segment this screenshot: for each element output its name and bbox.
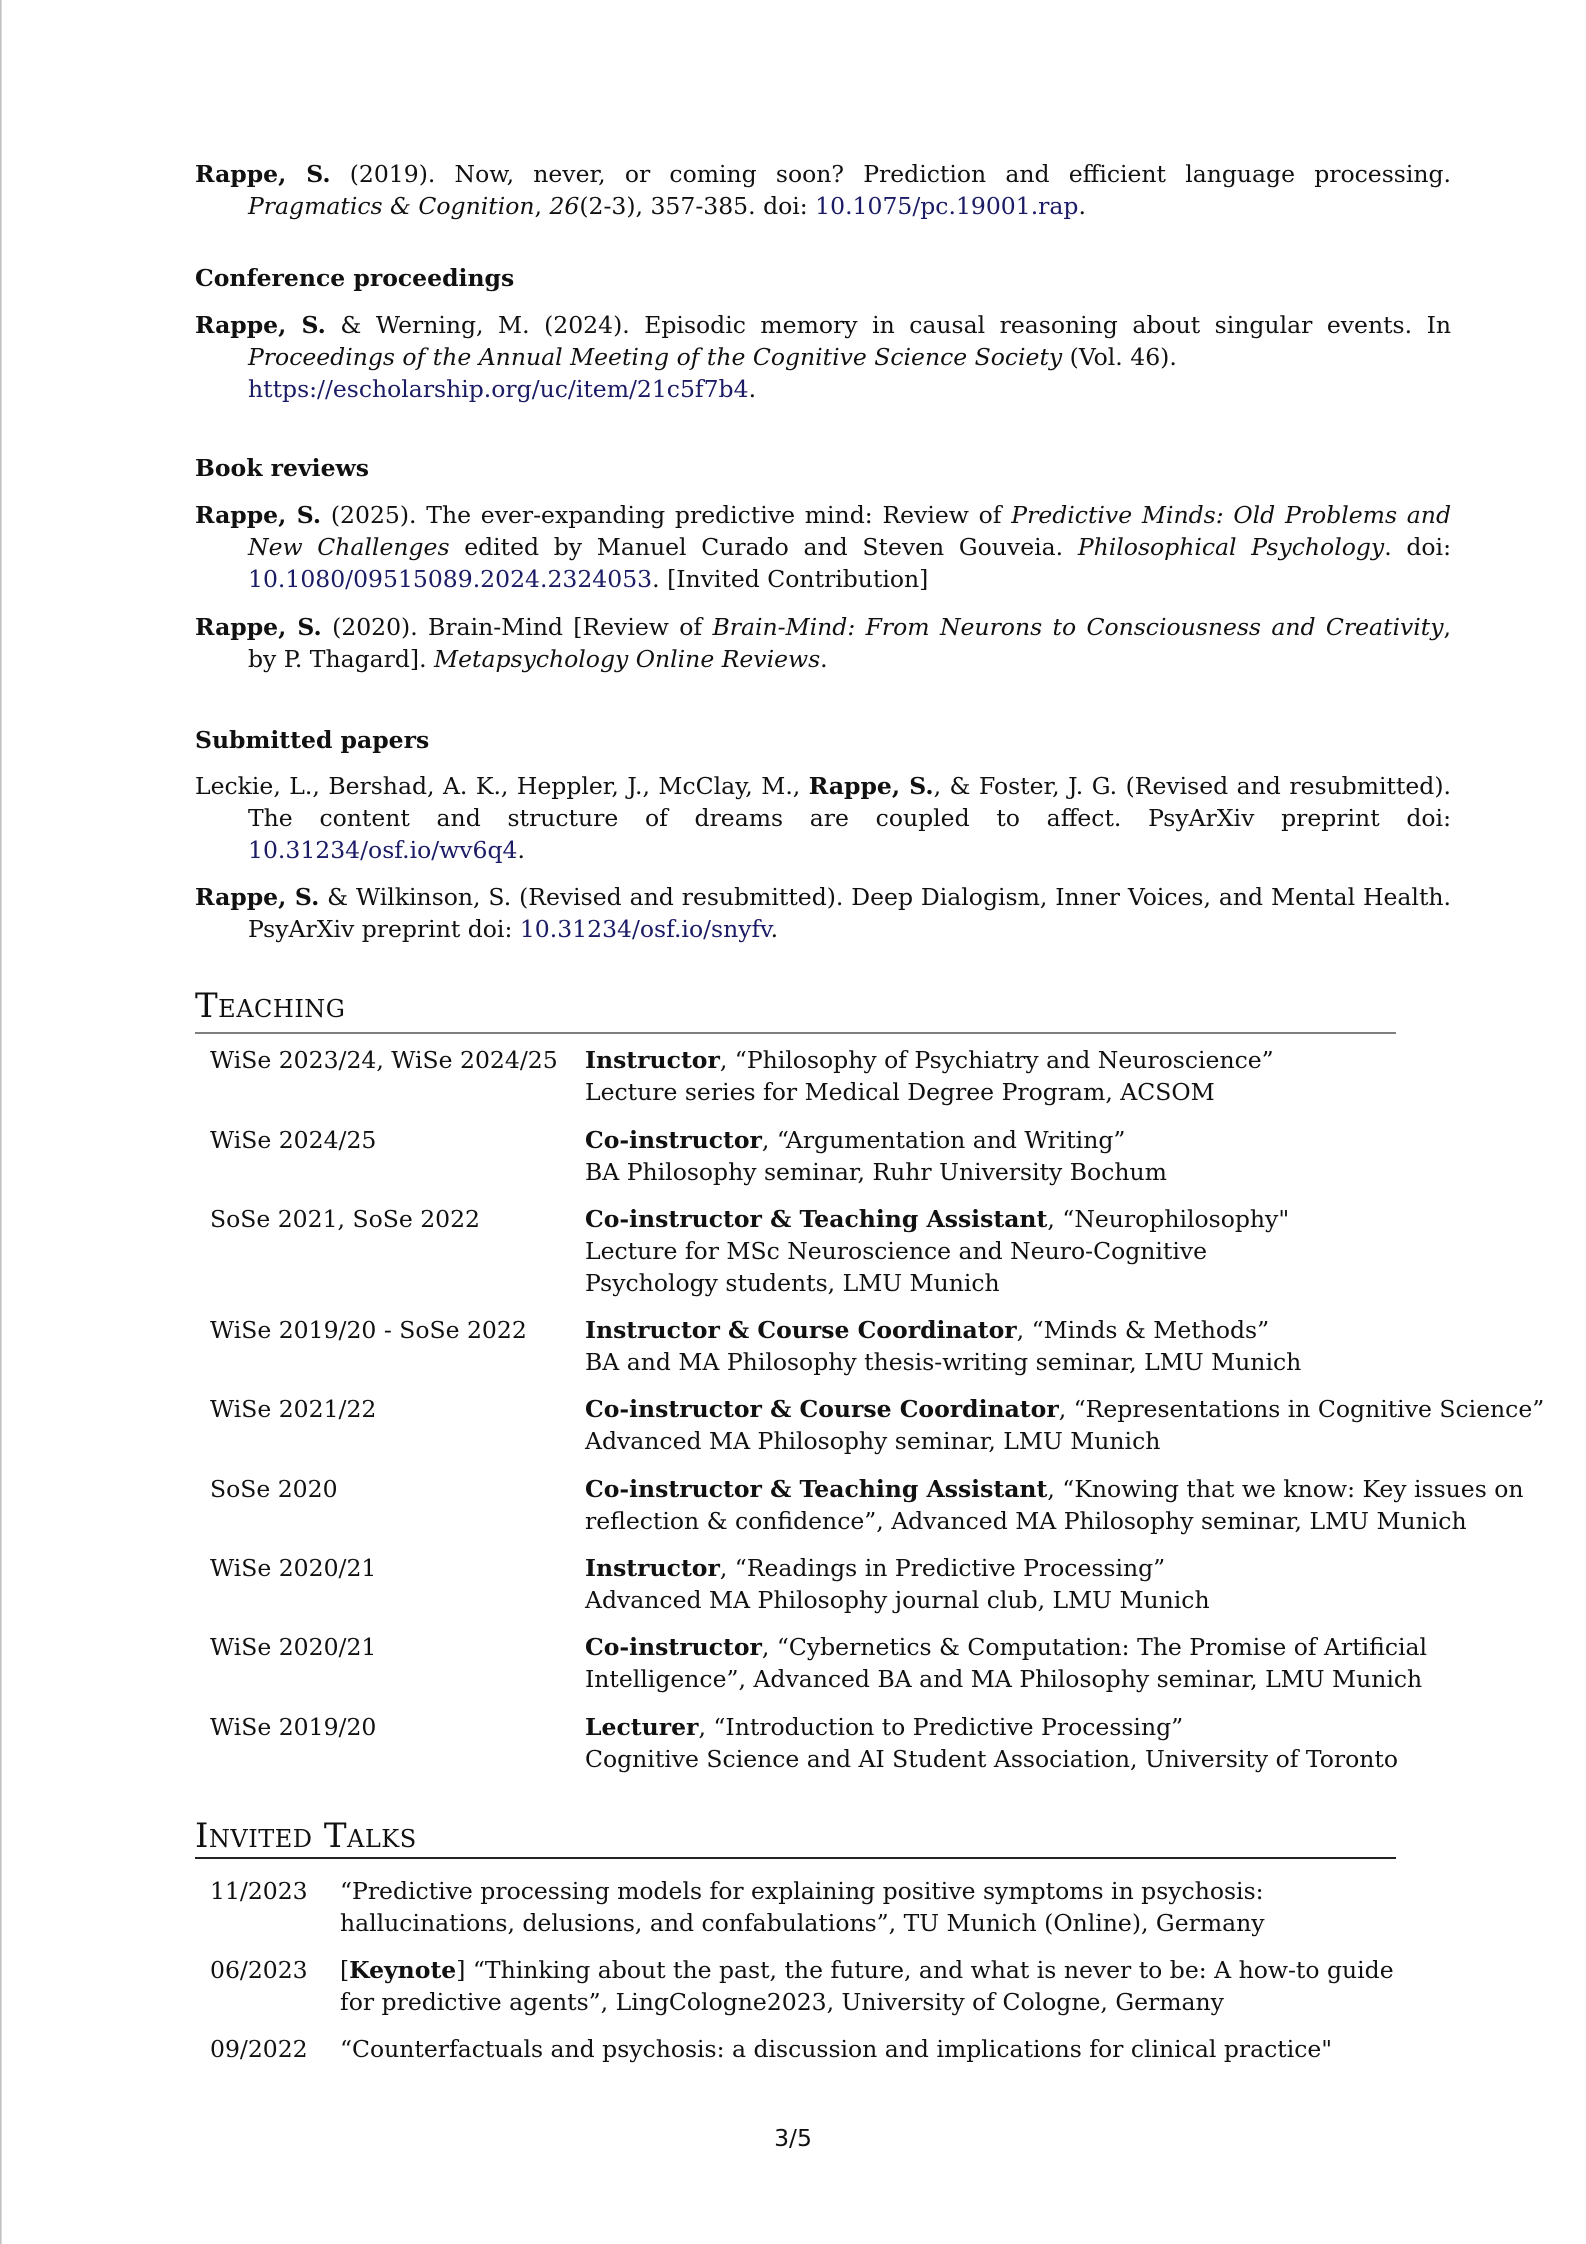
talk-title: “Thinking about the past, the future, and what is never to be: A how-to guide for predictive agents”, LingCologne2023, University of Cologne, Germany (340, 1956, 1394, 2016)
teaching-date: WiSe 2021/22 (210, 1395, 377, 1423)
submitted-paper-entry (195, 770, 1451, 866)
course-detail: Lecture for MSc Neuroscience and Neuro-Cognitive (585, 1237, 1208, 1265)
teaching-date: SoSe 2020 (210, 1475, 338, 1503)
course-detail: BA and MA Philosophy thesis-writing seminar, LMU Munich (585, 1348, 1302, 1376)
entry-text: (2025). The ever-expanding predictive mind: Review of (321, 501, 1012, 529)
journal-entry (195, 158, 1451, 222)
talk-description (340, 1954, 1420, 2018)
author-name: Rappe, S. (195, 501, 322, 529)
entry-text: (2019). Now, never, or coming soon? Prediction and efficient language processing. (330, 160, 1451, 188)
course-detail: Psychology students, LMU Munich (585, 1269, 1000, 1297)
volume: 26 (549, 192, 580, 220)
course-title: , “Cybernetics & Computation: The Promise of Artificial (761, 1633, 1428, 1661)
teaching-role: Co-instructor & Teaching Assistant (585, 1475, 1048, 1503)
teaching-date: WiSe 2019/20 (210, 1713, 377, 1741)
journal-name: Metapsychology Online Reviews (434, 645, 821, 673)
journal-name: Philosophical Psychology (1077, 533, 1385, 561)
teaching-section-title: Teaching (195, 986, 346, 1026)
section-divider (195, 1032, 1396, 1034)
entry-text: , (534, 192, 550, 220)
course-title: , “Knowing that we know: Key issues on (1047, 1475, 1524, 1503)
course-title: , “Argumentation and Writing” (761, 1126, 1126, 1154)
course-title: , “Representations in Cognitive Science” (1058, 1395, 1545, 1423)
entry-text: . (517, 836, 525, 864)
entry-text: edited by Manuel Curado and Steven Gouveia. (449, 533, 1078, 561)
doi-link[interactable]: 10.1075/pc.19001.rap (815, 192, 1079, 220)
journal-name: Pragmatics & Cognition (248, 192, 535, 220)
course-title: , “Minds & Methods” (1016, 1316, 1270, 1344)
talk-title: “Predictive processing models for explaining positive symptoms in psychosis: hallucinations, delusions, and confabulations”, TU Munich (Online), Germany (340, 1877, 1265, 1937)
book-reviews-heading: Book reviews (195, 454, 370, 482)
entry-text: . [Invited Contribution] (652, 565, 929, 593)
entry-text: . (1078, 192, 1086, 220)
conference-entry (195, 309, 1451, 405)
proceedings-title: Proceedings of the Annual Meeting of the Cognitive Science Society (248, 343, 1063, 371)
entry-text: (2-3), 357-385. doi: (579, 192, 816, 220)
doi-link[interactable]: 10.1080/09515089.2024.2324053 (248, 565, 653, 593)
doi-link[interactable]: 10.31234/osf.io/wv6q4 (248, 836, 518, 864)
entry-text: , & Foster, J. G. (Revised and resubmitted). The content and structure of dreams are coupled to affect. PsyArXiv preprint doi: (248, 772, 1451, 832)
teaching-role: Instructor & Course Coordinator (585, 1316, 1017, 1344)
teaching-role: Lecturer (585, 1713, 699, 1741)
entry-text: . (770, 915, 779, 943)
teaching-date: WiSe 2024/25 (210, 1126, 377, 1154)
talk-description (340, 1875, 1420, 1939)
book-title: Brain-Mind: From Neurons to Consciousness and Creativity (712, 613, 1444, 641)
book-title: Predictive Minds: Old Problems and New Challenges (248, 501, 1451, 561)
author-name: Rappe, S. (808, 772, 934, 800)
entry-text: . (748, 375, 757, 403)
teaching-date: WiSe 2020/21 (210, 1633, 377, 1661)
author-name: Rappe, S. (195, 311, 326, 339)
book-review-entry (195, 611, 1451, 675)
entry-text: & Werning, M. (2024). Episodic memory in causal reasoning about singular events. In (325, 311, 1452, 339)
course-title: , “Philosophy of Psychiatry and Neuroscience” (719, 1046, 1274, 1074)
teaching-date: SoSe 2021, SoSe 2022 (210, 1205, 480, 1233)
keynote-label: Keynote (349, 1956, 457, 1984)
course-title: , “Readings in Predictive Processing” (719, 1554, 1166, 1582)
author-name: Rappe, S. (195, 883, 320, 911)
page-number: 3/5 (774, 2124, 812, 2152)
entry-text: Leckie, L., Bershad, A. K., Heppler, J., McClay, M., (195, 772, 809, 800)
doi-link[interactable]: 10.31234/osf.io/snyfv (519, 915, 771, 943)
teaching-role: Co-instructor & Teaching Assistant (585, 1205, 1048, 1233)
course-detail: Cognitive Science and AI Student Association, University of Toronto (585, 1745, 1399, 1773)
course-title: , “Introduction to Predictive Processing” (698, 1713, 1184, 1741)
teaching-role: Co-instructor (585, 1126, 762, 1154)
entry-text: (2020). Brain-Mind [Review of (321, 613, 713, 641)
teaching-description (585, 1203, 1585, 1299)
conference-proceedings-heading: Conference proceedings (195, 264, 515, 292)
teaching-description (585, 1124, 1585, 1188)
author-name: Rappe, S. (195, 613, 322, 641)
teaching-role: Co-instructor & Course Coordinator (585, 1395, 1059, 1423)
teaching-description (585, 1044, 1585, 1108)
submitted-paper-entry (195, 881, 1451, 945)
entry-text: (Vol. 46). (1062, 343, 1177, 371)
teaching-date: WiSe 2020/21 (210, 1554, 377, 1582)
teaching-description (585, 1473, 1585, 1537)
entry-text: . doi: (1384, 533, 1451, 561)
entry-text: & Wilkinson, S. (Revised and resubmitted). Deep Dialogism, Inner Voices, and Mental Health. PsyArXiv preprint doi: (248, 883, 1451, 943)
book-review-entry (195, 499, 1451, 595)
author-name: Rappe, S. (195, 160, 331, 188)
talk-description (340, 2033, 1420, 2065)
talk-date: 06/2023 (210, 1956, 308, 1984)
course-detail: Advanced MA Philosophy journal club, LMU Munich (585, 1586, 1210, 1614)
course-title: , “Neurophilosophy" (1047, 1205, 1290, 1233)
course-detail: Advanced MA Philosophy seminar, LMU Munich (585, 1427, 1161, 1455)
talk-date: 09/2022 (210, 2035, 308, 2063)
bracket: ] (456, 1956, 473, 1984)
course-detail: Intelligence”, Advanced BA and MA Philosophy seminar, LMU Munich (585, 1665, 1423, 1693)
course-detail: BA Philosophy seminar, Ruhr University Bochum (585, 1158, 1167, 1186)
teaching-description (585, 1631, 1585, 1695)
teaching-description (585, 1393, 1585, 1457)
course-detail: reflection & confidence”, Advanced MA Philosophy seminar, LMU Munich (585, 1507, 1467, 1535)
talk-date: 11/2023 (210, 1877, 308, 1905)
escholarship-link[interactable]: https://escholarship.org/uc/item/21c5f7b4 (248, 375, 749, 403)
teaching-role: Instructor (585, 1554, 720, 1582)
teaching-description (585, 1314, 1585, 1378)
teaching-date: WiSe 2019/20 - SoSe 2022 (210, 1316, 527, 1344)
talk-title: “Counterfactuals and psychosis: a discussion and implications for clinical practice" (340, 2035, 1333, 2063)
teaching-description (585, 1552, 1585, 1616)
page-edge (0, 0, 2, 2244)
bracket: [ (340, 1956, 350, 1984)
section-divider (195, 1857, 1396, 1859)
teaching-date: WiSe 2023/24, WiSe 2024/25 (210, 1046, 558, 1074)
entry-text: , by P. Thagard]. (248, 613, 1451, 673)
teaching-role: Co-instructor (585, 1633, 762, 1661)
teaching-description (585, 1711, 1585, 1775)
invited-talks-section-title: Invited Talks (195, 1816, 417, 1856)
entry-text: . (820, 645, 828, 673)
submitted-papers-heading: Submitted papers (195, 726, 430, 754)
teaching-role: Instructor (585, 1046, 720, 1074)
course-detail: Lecture series for Medical Degree Program, ACSOM (585, 1078, 1215, 1106)
